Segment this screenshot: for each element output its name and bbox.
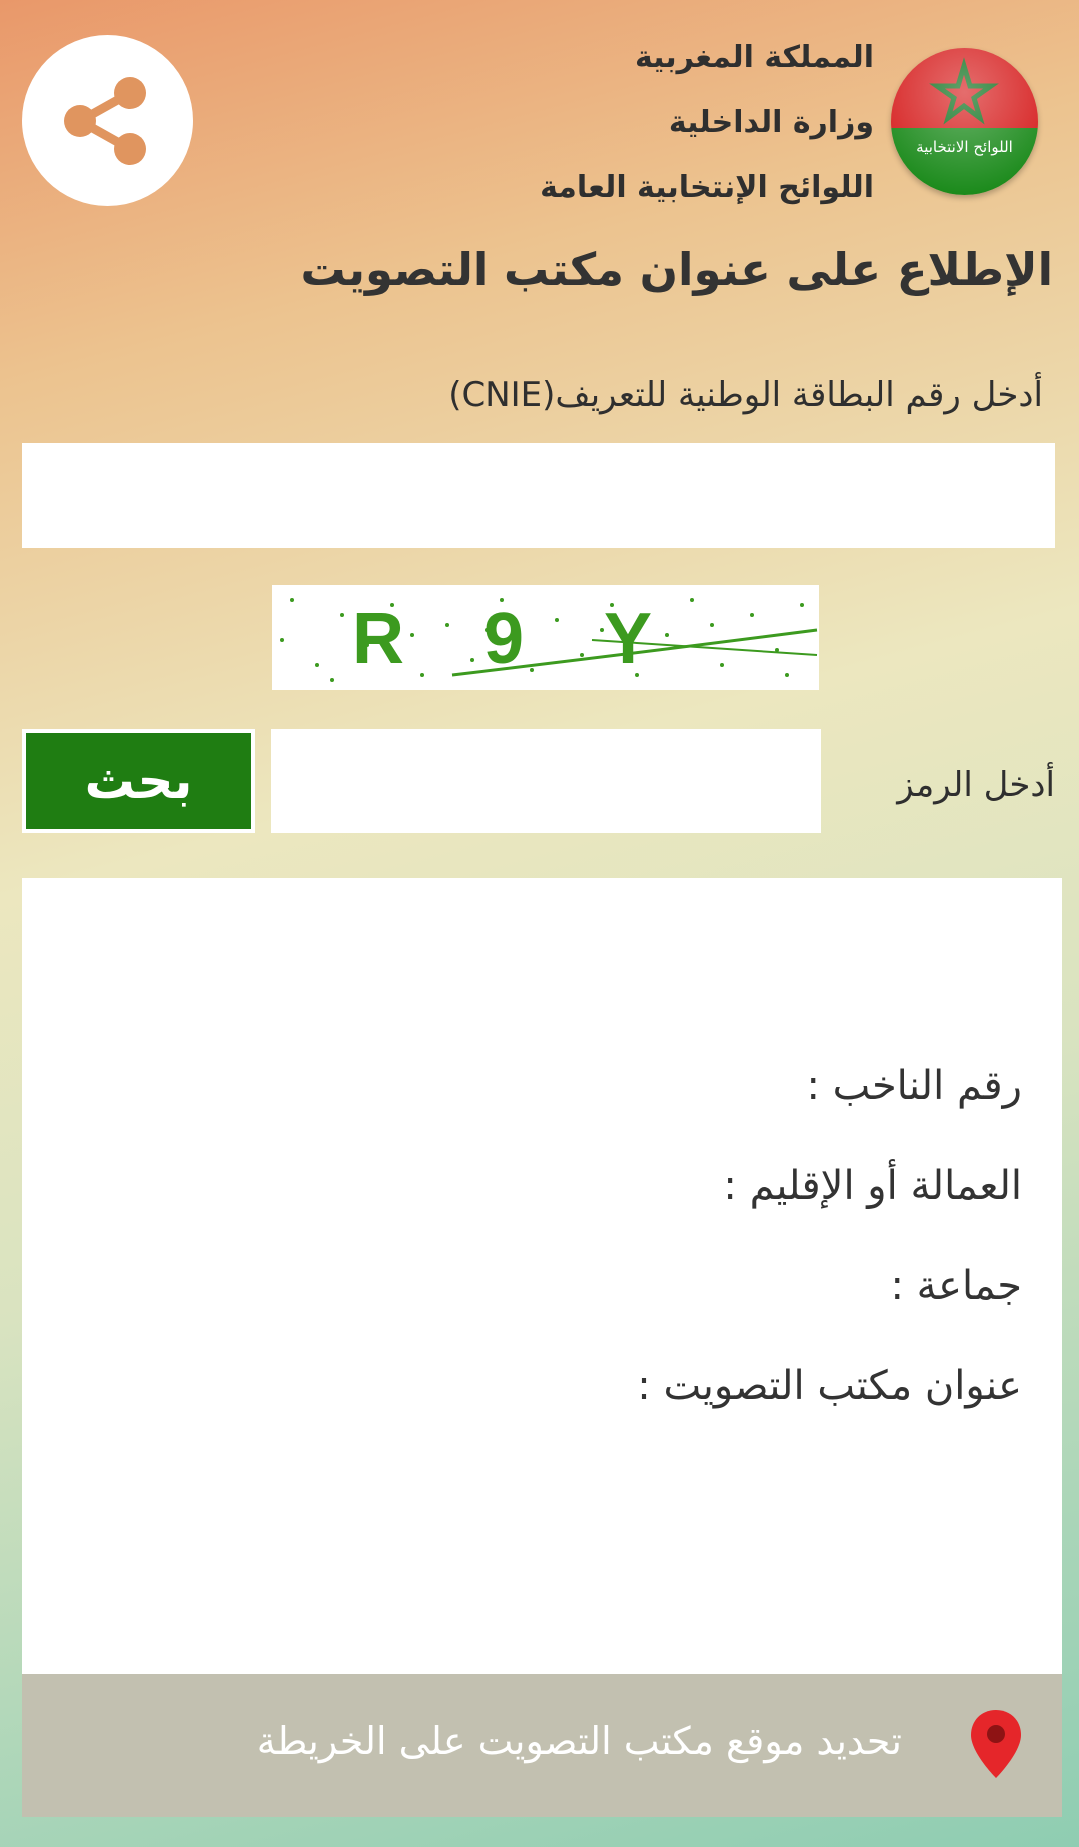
cnie-label: أدخل رقم البطاقة الوطنية للتعريف(CNIE) [448,375,1043,415]
emblem-text: اللوائح الانتخابية [916,138,1013,156]
map-location-button[interactable] [22,1674,1062,1817]
share-icon [58,71,158,171]
cnie-input[interactable] [22,443,1055,548]
page-title: الإطلاع على عنوان مكتب التصويت [300,243,1053,296]
share-button[interactable] [22,35,193,206]
code-label: أدخل الرمز [897,765,1055,805]
header-lists: اللوائح الإنتخابية العامة [540,170,874,205]
header-kingdom: المملكة المغربية [634,40,874,75]
map-location-label: تحديد موقع مكتب التصويت على الخريطة [256,1719,902,1763]
voter-number-label: رقم الناخب : [806,1063,1022,1109]
commune-label: جماعة : [890,1263,1022,1309]
emblem-logo [891,48,1038,195]
prefecture-label: العمالة أو الإقليم : [723,1163,1022,1209]
map-pin-icon [968,1708,1024,1780]
captcha-text: R9Y [351,599,733,679]
captcha-input[interactable] [271,729,821,833]
results-card [22,878,1062,1674]
search-button[interactable]: بحث [22,729,255,833]
captcha-image [272,585,819,690]
office-address-label: عنوان مكتب التصويت : [637,1363,1022,1409]
header-ministry: وزارة الداخلية [668,105,874,140]
